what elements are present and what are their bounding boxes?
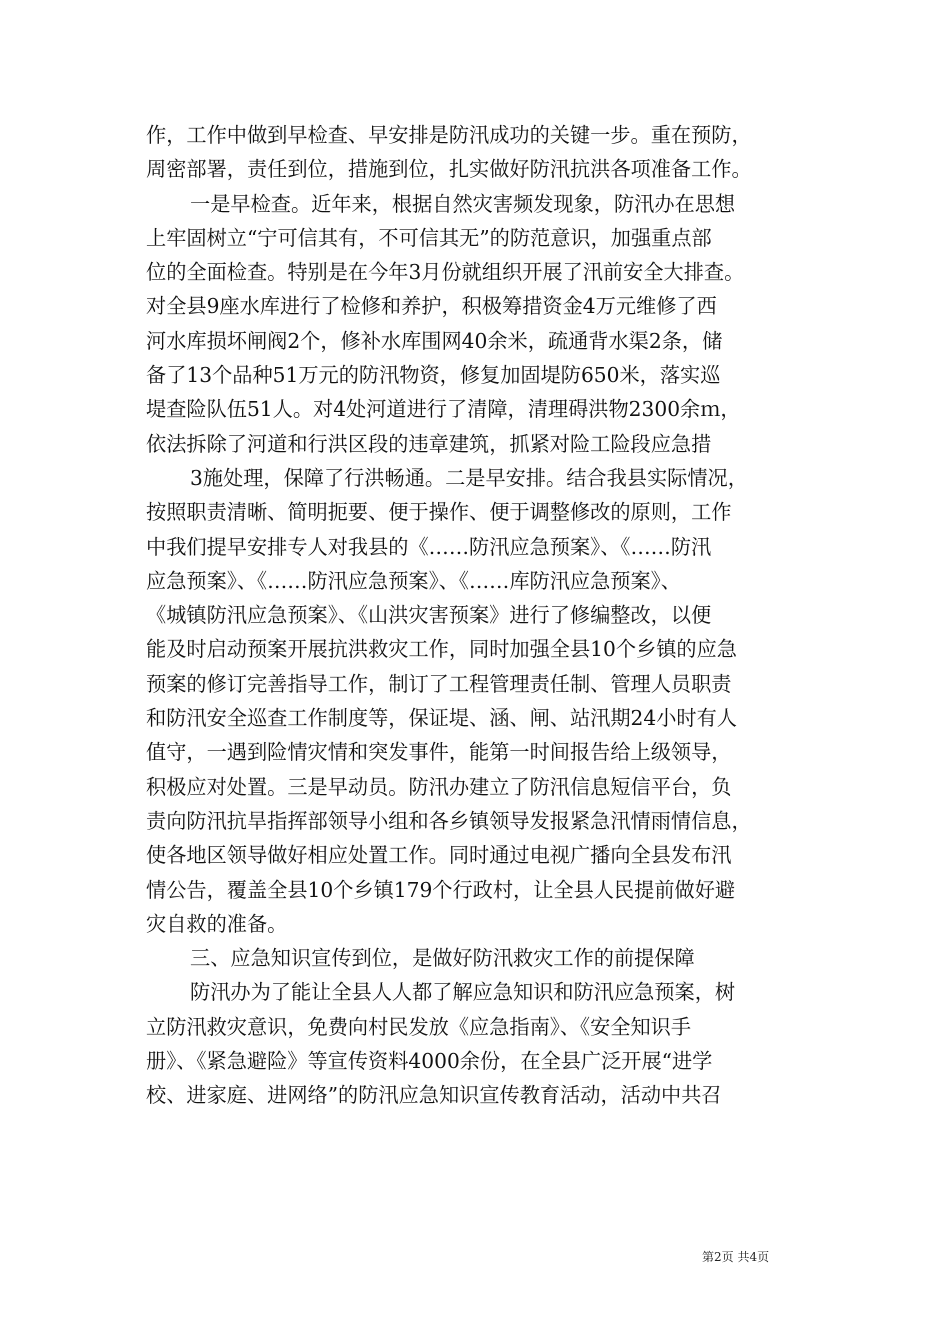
text-line: 上牢固树立“宁可信其有，不可信其无”的防范意识，加强重点部 [146,225,712,250]
text-line: 防汛办为了能让全县人人都了解应急知识和防汛应急预案，树 [190,980,736,1005]
text-line: 积极应对处置。三是早动员。防汛办建立了防汛信息短信平台，负 [146,774,732,799]
text-line: 校、进家庭、进网络”的防汛应急知识宣传教育活动，活动中共召 [146,1083,722,1108]
text-line: 按照职责清晰、简明扼要、便于操作、便于调整修改的原则，工作 [146,500,732,525]
text-line: 《城镇防汛应急预案》、《山洪灾害预案》进行了修编整改，以便 [146,603,712,628]
text-line: 对全县9座水库进行了检修和养护，积极筹措资金4万元维修了西 [146,294,717,319]
text-line: 周密部署，责任到位，措施到位，扎实做好防汛抗洪各项准备工作。 [146,157,752,182]
text-line: 立防汛救灾意识，免费向村民发放《应急指南》、《安全知识手 [146,1014,692,1039]
text-line: 值守，一遇到险情灾情和突发事件，能第一时间报告给上级领导， [146,740,732,765]
text-line: 堤查险队伍51人。对4处河道进行了清障，清理碍洪物2300余ｍ， [146,397,741,422]
document-body [146,118,826,1113]
text-line: 能及时启动预案开展抗洪救灾工作，同时加强全县10个乡镇的应急 [146,637,737,662]
text-line: 依法拆除了河道和行洪区段的违章建筑，抓紧对险工险段应急措 [146,431,712,456]
text-line: 预案的修订完善指导工作，制订了工程管理责任制、管理人员职责 [146,671,732,696]
text-line: 责向防汛抗旱指挥部领导小组和各乡镇领导发报紧急汛情雨情信息， [146,808,752,833]
text-line: 位的全面检查。特别是在今年3月份就组织开展了汛前安全大排查。 [146,260,745,285]
text-line: 使各地区领导做好相应处置工作。同时通过电视广播向全县发布汛 [146,843,732,868]
text-line: 河水库损坏闸阀2个，修补水库围网40余米，疏通背水渠2条，储 [146,328,723,353]
text-line: 中我们提早安排专人对我县的《……防汛应急预案》、《……防汛 [146,534,712,559]
text-line: 一是早检查。近年来，根据自然灾害频发现象，防汛办在思想 [190,191,736,216]
text-line: 灾自救的准备。 [146,911,288,936]
text-line: 3施处理，保障了行洪畅通。二是早安排。结合我县实际情况， [190,465,748,490]
text-line: 三、应急知识宣传到位，是做好防汛救灾工作的前提保障 [190,946,695,971]
text-line: 情公告，覆盖全县10个乡镇179个行政村，让全县人民提前做好避 [146,877,736,902]
text-line: 应急预案》、《……防汛应急预案》、《……库防汛应急预案》、 [146,568,681,593]
text-line: 作，工作中做到早检查、早安排是防汛成功的关键一步。重在预防， [146,123,752,147]
page-number-footer: 第2页 共4页 [702,1250,770,1264]
text-line: 册》、《紧急避险》等宣传资料4000余份，在全县广泛开展“进学 [146,1049,713,1074]
text-line: 备了13个品种51万元的防汛物资，修复加固堤防650米，落实巡 [146,363,721,388]
text-line: 和防汛安全巡查工作制度等，保证堤、涵、闸、站汛期24小时有人 [146,706,737,731]
